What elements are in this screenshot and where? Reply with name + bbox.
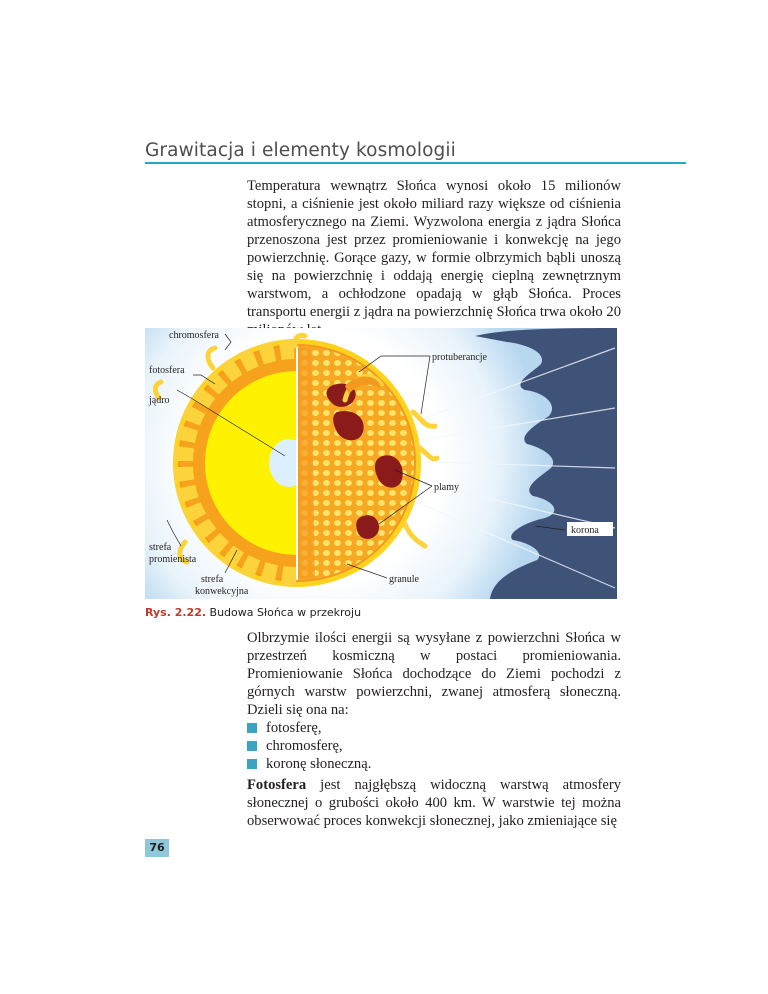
list-item-text: chromosferę, (266, 738, 343, 754)
bullet-square-icon (247, 759, 257, 769)
figure-caption (145, 606, 361, 619)
term-fotosfera: Fotosfera (247, 777, 307, 793)
label-chromosfera: chromosfera (169, 330, 219, 341)
chapter-rule (145, 162, 686, 164)
paragraph-intro: Temperatura wewnątrz Słońca wynosi około 15 milionów stopni, a ciśnienie jest około miliard razy większe od ciśnienia atmosferycznego na Ziemi. Wyzwolona energia z jądra Słońca przenoszona jest przez promieniowanie i konwekcję na jego powierzchnię. Gorące gazy, w formie olbrzymich bąbli unoszą się na powierzchnię i oddają energię cieplną zewnętrznym warstwom, a ochłodzone opadają w głąb Słońca. Proces transportu energii z jądra na powierzchnię Słońca trwa około 20 (247, 178, 621, 320)
label-korona: korona (571, 525, 599, 536)
figure-caption-number: Rys. 2.22. (145, 606, 207, 619)
chapter-title: Grawitacja i elementy kosmologii (145, 140, 456, 161)
label-plamy: plamy (434, 482, 459, 493)
figure-caption-text: Budowa Słońca w przekroju (209, 606, 362, 619)
sunspot-4 (356, 515, 379, 539)
sun-cross-section-figure (145, 328, 617, 599)
label-strefa-promienista-2: promienista (149, 554, 197, 565)
bullet-square-icon (247, 741, 257, 751)
list-item-text: fotosferę, (266, 720, 322, 736)
label-protuberancje: protuberancje (432, 352, 487, 363)
sun-diagram (145, 328, 617, 599)
paragraph-radiation: Olbrzymie ilości energii są wysyłane z powierzchni Słońca w przestrzeń kosmiczną w postaci promieniowania. Promieniowanie Słońca dochodzące do Ziemi pochodzi z górnych warstw powierzchni, zwanej atmosferą słoneczną. Dzieli się ona na: (247, 630, 621, 718)
label-strefa-promienista-1: strefa (149, 542, 172, 553)
label-strefa-konwekcyjna-1: strefa (201, 574, 224, 585)
list-item (247, 719, 371, 737)
paragraph-photosphere (247, 776, 621, 830)
list-item (247, 737, 371, 755)
atmosphere-layers-list (247, 719, 371, 773)
bullet-square-icon (247, 723, 257, 733)
list-item-text: koronę słoneczną. (266, 756, 372, 772)
page-number: 76 (145, 839, 169, 857)
label-fotosfera: fotosfera (149, 365, 185, 376)
label-granule: granule (389, 574, 419, 585)
label-jadro: jądro (149, 395, 170, 406)
list-item (247, 755, 371, 773)
label-strefa-konwekcyjna-2: konwekcyjna (195, 586, 249, 597)
paragraph-photosphere-text: jest najgłębszą widoczną warstwą atmosfery słonecznej o grubości około 400 km. W warstwie tej można obserwować proces konwekcji słonecznej, jako zmieniające się (247, 777, 621, 829)
